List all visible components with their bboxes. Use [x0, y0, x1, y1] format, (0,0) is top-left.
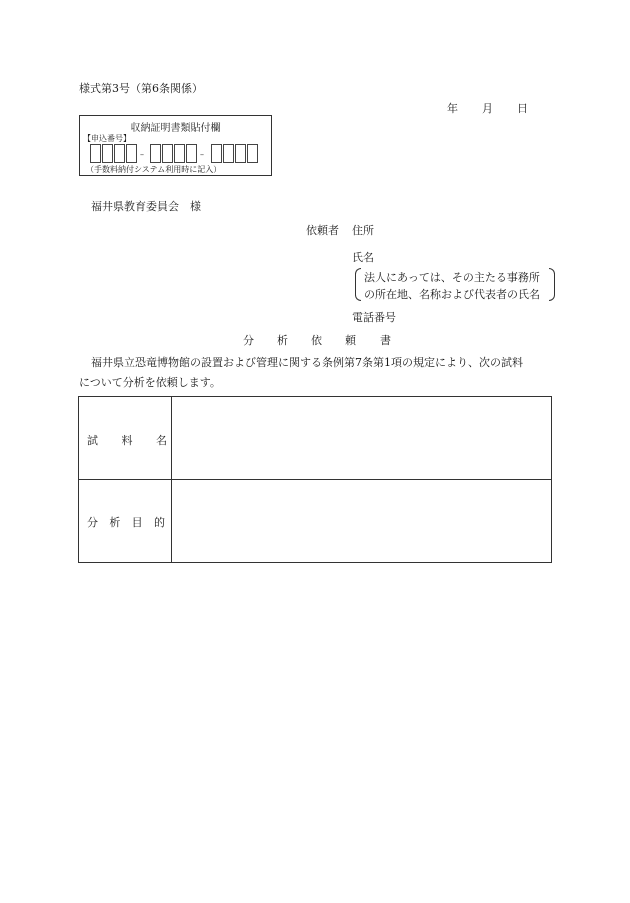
body-text-line2: について分析を依頼します。	[79, 376, 221, 389]
application-number-group-1	[90, 144, 138, 163]
label-char: 試	[87, 434, 98, 447]
left-bracket	[355, 268, 361, 301]
digit-box[interactable]	[211, 144, 222, 163]
stamp-box-note: （手数料納付システム利用時に記入）	[86, 165, 222, 174]
application-number-group-2	[150, 144, 198, 163]
label-char: 目	[131, 516, 143, 529]
name-label: 氏名	[352, 251, 374, 264]
analysis-purpose-label	[79, 514, 171, 530]
corporate-note-line2: の所在地、名称および代表者の氏名	[364, 288, 540, 301]
phone-label: 電話番号	[352, 311, 396, 324]
digit-box[interactable]	[174, 144, 185, 163]
document-title-char: 分	[243, 334, 254, 347]
address-field[interactable]	[382, 220, 552, 236]
date-month-label: 月	[482, 102, 493, 115]
document-title-char: 析	[277, 334, 288, 347]
digit-box[interactable]	[235, 144, 246, 163]
digit-box[interactable]	[150, 144, 161, 163]
document-title-char: 頼	[345, 334, 356, 347]
digit-box[interactable]	[223, 144, 234, 163]
stamp-box-title: 収納証明書類貼付欄	[130, 123, 221, 134]
number-separator: –	[140, 150, 144, 159]
right-bracket	[549, 268, 555, 301]
number-separator: –	[200, 150, 204, 159]
label-char: 料	[121, 434, 133, 447]
digit-box[interactable]	[247, 144, 258, 163]
document-title-char: 書	[380, 334, 391, 347]
requester-label: 依頼者	[306, 224, 339, 237]
digit-box[interactable]	[114, 144, 125, 163]
corporate-note-line1: 法人にあっては、その主たる事務所	[364, 271, 540, 284]
digit-box[interactable]	[102, 144, 113, 163]
document-title-char: 依	[311, 334, 322, 347]
analysis-purpose-field[interactable]	[172, 480, 551, 562]
label-char: 的	[153, 516, 165, 529]
corporate-note-bracket	[355, 268, 555, 301]
address-label: 住所	[352, 224, 374, 237]
label-char: 析	[109, 516, 121, 529]
date-year-label: 年	[447, 102, 458, 115]
digit-box[interactable]	[186, 144, 197, 163]
receipt-stamp-box	[79, 115, 272, 176]
digit-box[interactable]	[90, 144, 101, 163]
date-day-label: 日	[517, 102, 528, 115]
digit-box[interactable]	[126, 144, 137, 163]
phone-field[interactable]	[400, 307, 552, 323]
request-table	[78, 396, 552, 563]
application-number-group-3	[211, 144, 259, 163]
label-char: 名	[156, 434, 167, 447]
form-number: 様式第3号（第6条関係）	[79, 82, 203, 95]
sample-name-field[interactable]	[172, 397, 551, 479]
name-field[interactable]	[382, 247, 552, 263]
application-number-label: 【申込番号】	[83, 134, 131, 143]
body-text-line1: 福井県立恐竜博物館の設置および管理に関する条例第7条第1項の規定により、次の試料	[91, 356, 523, 369]
digit-box[interactable]	[162, 144, 173, 163]
label-char: 分	[87, 516, 98, 529]
sample-name-label	[79, 432, 171, 448]
addressee: 福井県教育委員会 様	[91, 200, 201, 213]
